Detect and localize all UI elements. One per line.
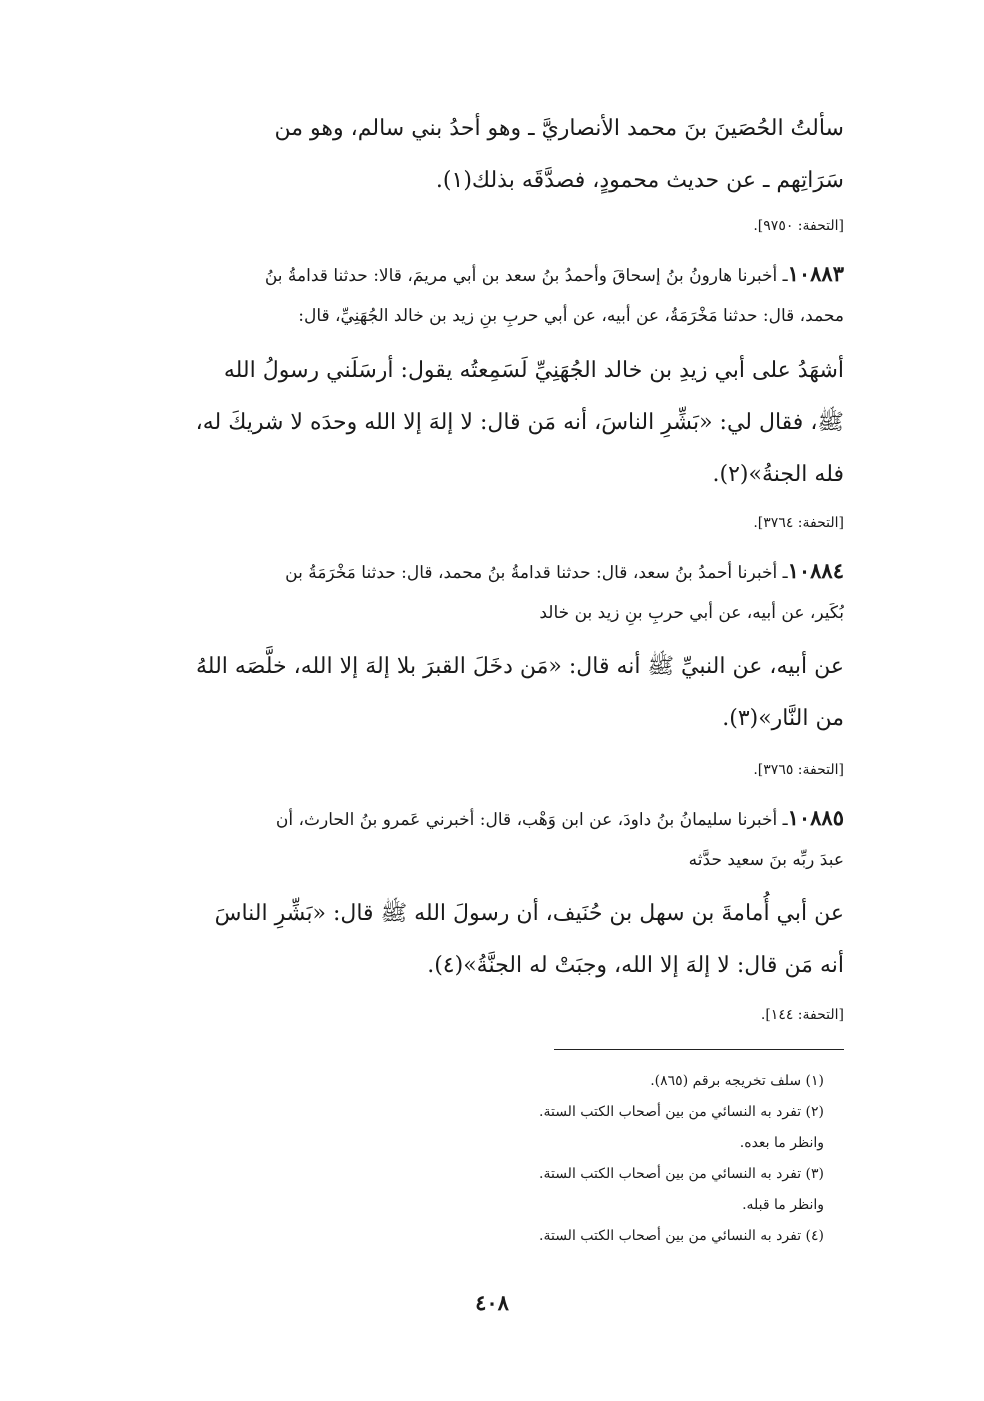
hadith-10884-matn (139, 641, 844, 745)
hadith-number: ١٠٨٨٣ (787, 261, 844, 286)
hadith-10885-matn-line-2: أنه مَن قال: لا إلهَ إلا الله، وجبَتْ له الجنَّةُ»(٤). (427, 953, 844, 978)
tuhfa-reference-3765: [التحفة: ٣٧٦٥]. (753, 762, 844, 778)
hadith-10883-isnad-line-1: ١٠٨٨٣ـ أخبرنا هارونُ بنُ إسحاقَ وأحمدُ بنُ سعد بن أبي مريمَ، قالا: حدثنا قدامةُ بنُ (264, 261, 844, 286)
footnote-2-continuation: وانظر ما بعده. (739, 1135, 824, 1151)
intro-paragraph (139, 103, 844, 207)
footnote-3-continuation: وانظر ما قبله. (742, 1197, 824, 1213)
hadith-10884-matn-line-2: من النَّار»(٣). (722, 706, 844, 731)
hadith-10883-matn-line-1: أشهَدُ على أبي زيدِ بن خالد الجُهَنِيِّ لَسَمِعتُه يقول: أرسَلَني رسولُ الله (223, 358, 844, 383)
footnote-divider (554, 1049, 844, 1050)
footnote-1: (١) سلف تخريجه برقم (٨٦٥). (650, 1073, 824, 1089)
hadith-10883-isnad-line-2: محمد، قال: حدثنا مَخْرَمَةُ، عن أبيه، عن أبي حربِ بنِ زيد بن خالد الجُهَنِيِّ، قال: (298, 306, 844, 326)
intro-line-2: سَرَاتِهم ـ عن حديث محمودٍ، فصدَّقَه بذلك(١). (435, 168, 844, 193)
hadith-10885-isnad (139, 798, 844, 880)
footnotes (364, 1066, 824, 1252)
tuhfa-reference-3764: [التحفة: ٣٧٦٤]. (753, 515, 844, 531)
footnote-3: (٣) تفرد به النسائي من بين أصحاب الكتب الستة. (539, 1166, 824, 1182)
hadith-10884-matn-line-1: عن أبيه، عن النبيِّ ﷺ أنه قال: «مَن دخَلَ القبرَ بلا إلهَ إلا الله، خلَّصَه اللهُ (195, 654, 844, 679)
hadith-number: ١٠٨٨٥ (787, 805, 844, 830)
footnote-2: (٢) تفرد به النسائي من بين أصحاب الكتب الستة. (539, 1104, 824, 1120)
hadith-10883-matn-line-2: ﷺ، فقال لي: «بَشِّرِ الناسَ، أنه مَن قال: لا إلهَ إلا الله وحدَه لا شريكَ له، (195, 410, 844, 435)
hadith-10883-matn-line-3: فله الجنةُ»(٢). (712, 462, 844, 487)
tuhfa-reference-9750: [التحفة: ٩٧٥٠]. (753, 218, 844, 234)
footnote-4: (٤) تفرد به النسائي من بين أصحاب الكتب الستة. (539, 1228, 824, 1244)
hadith-10885-matn-line-1: عن أبي أُمامةَ بن سهل بن حُنَيف، أن رسولَ الله ﷺ قال: «بَشِّرِ الناسَ (214, 901, 844, 926)
hadith-10884-isnad-line-1: ١٠٨٨٤ـ أخبرنا أحمدُ بنُ سعد، قال: حدثنا قدامةُ بنُ محمد، قال: حدثنا مَخْرَمَةُ بن (285, 558, 844, 583)
hadith-10883-isnad (139, 254, 844, 336)
hadith-10885-isnad-line-1: ١٠٨٨٥ـ أخبرنا سليمانُ بنُ داودَ، عن ابن وَهْب، قال: أخبرني عَمرو بنُ الحارث، أن (275, 805, 844, 830)
hadith-10883-matn (139, 345, 844, 501)
hadith-number: ١٠٨٨٤ (787, 558, 844, 583)
hadith-10885-matn (139, 888, 844, 992)
intro-line-1: سألتُ الحُصَينَ بنَ محمد الأنصاريَّ ـ وهو أحدُ بني سالم، وهو من (274, 116, 844, 141)
tuhfa-reference-144: [التحفة: ١٤٤]. (760, 1007, 844, 1023)
hadith-10884-isnad (139, 551, 844, 633)
page-number: ٤٠٨ (475, 1290, 509, 1315)
hadith-10884-isnad-line-2: بُكَير، عن أبيه، عن أبي حربِ بنِ زيد بن خالد (539, 603, 844, 623)
hadith-10885-isnad-line-2: عبدَ ربِّه بنَ سعيد حدَّثه (688, 850, 844, 870)
